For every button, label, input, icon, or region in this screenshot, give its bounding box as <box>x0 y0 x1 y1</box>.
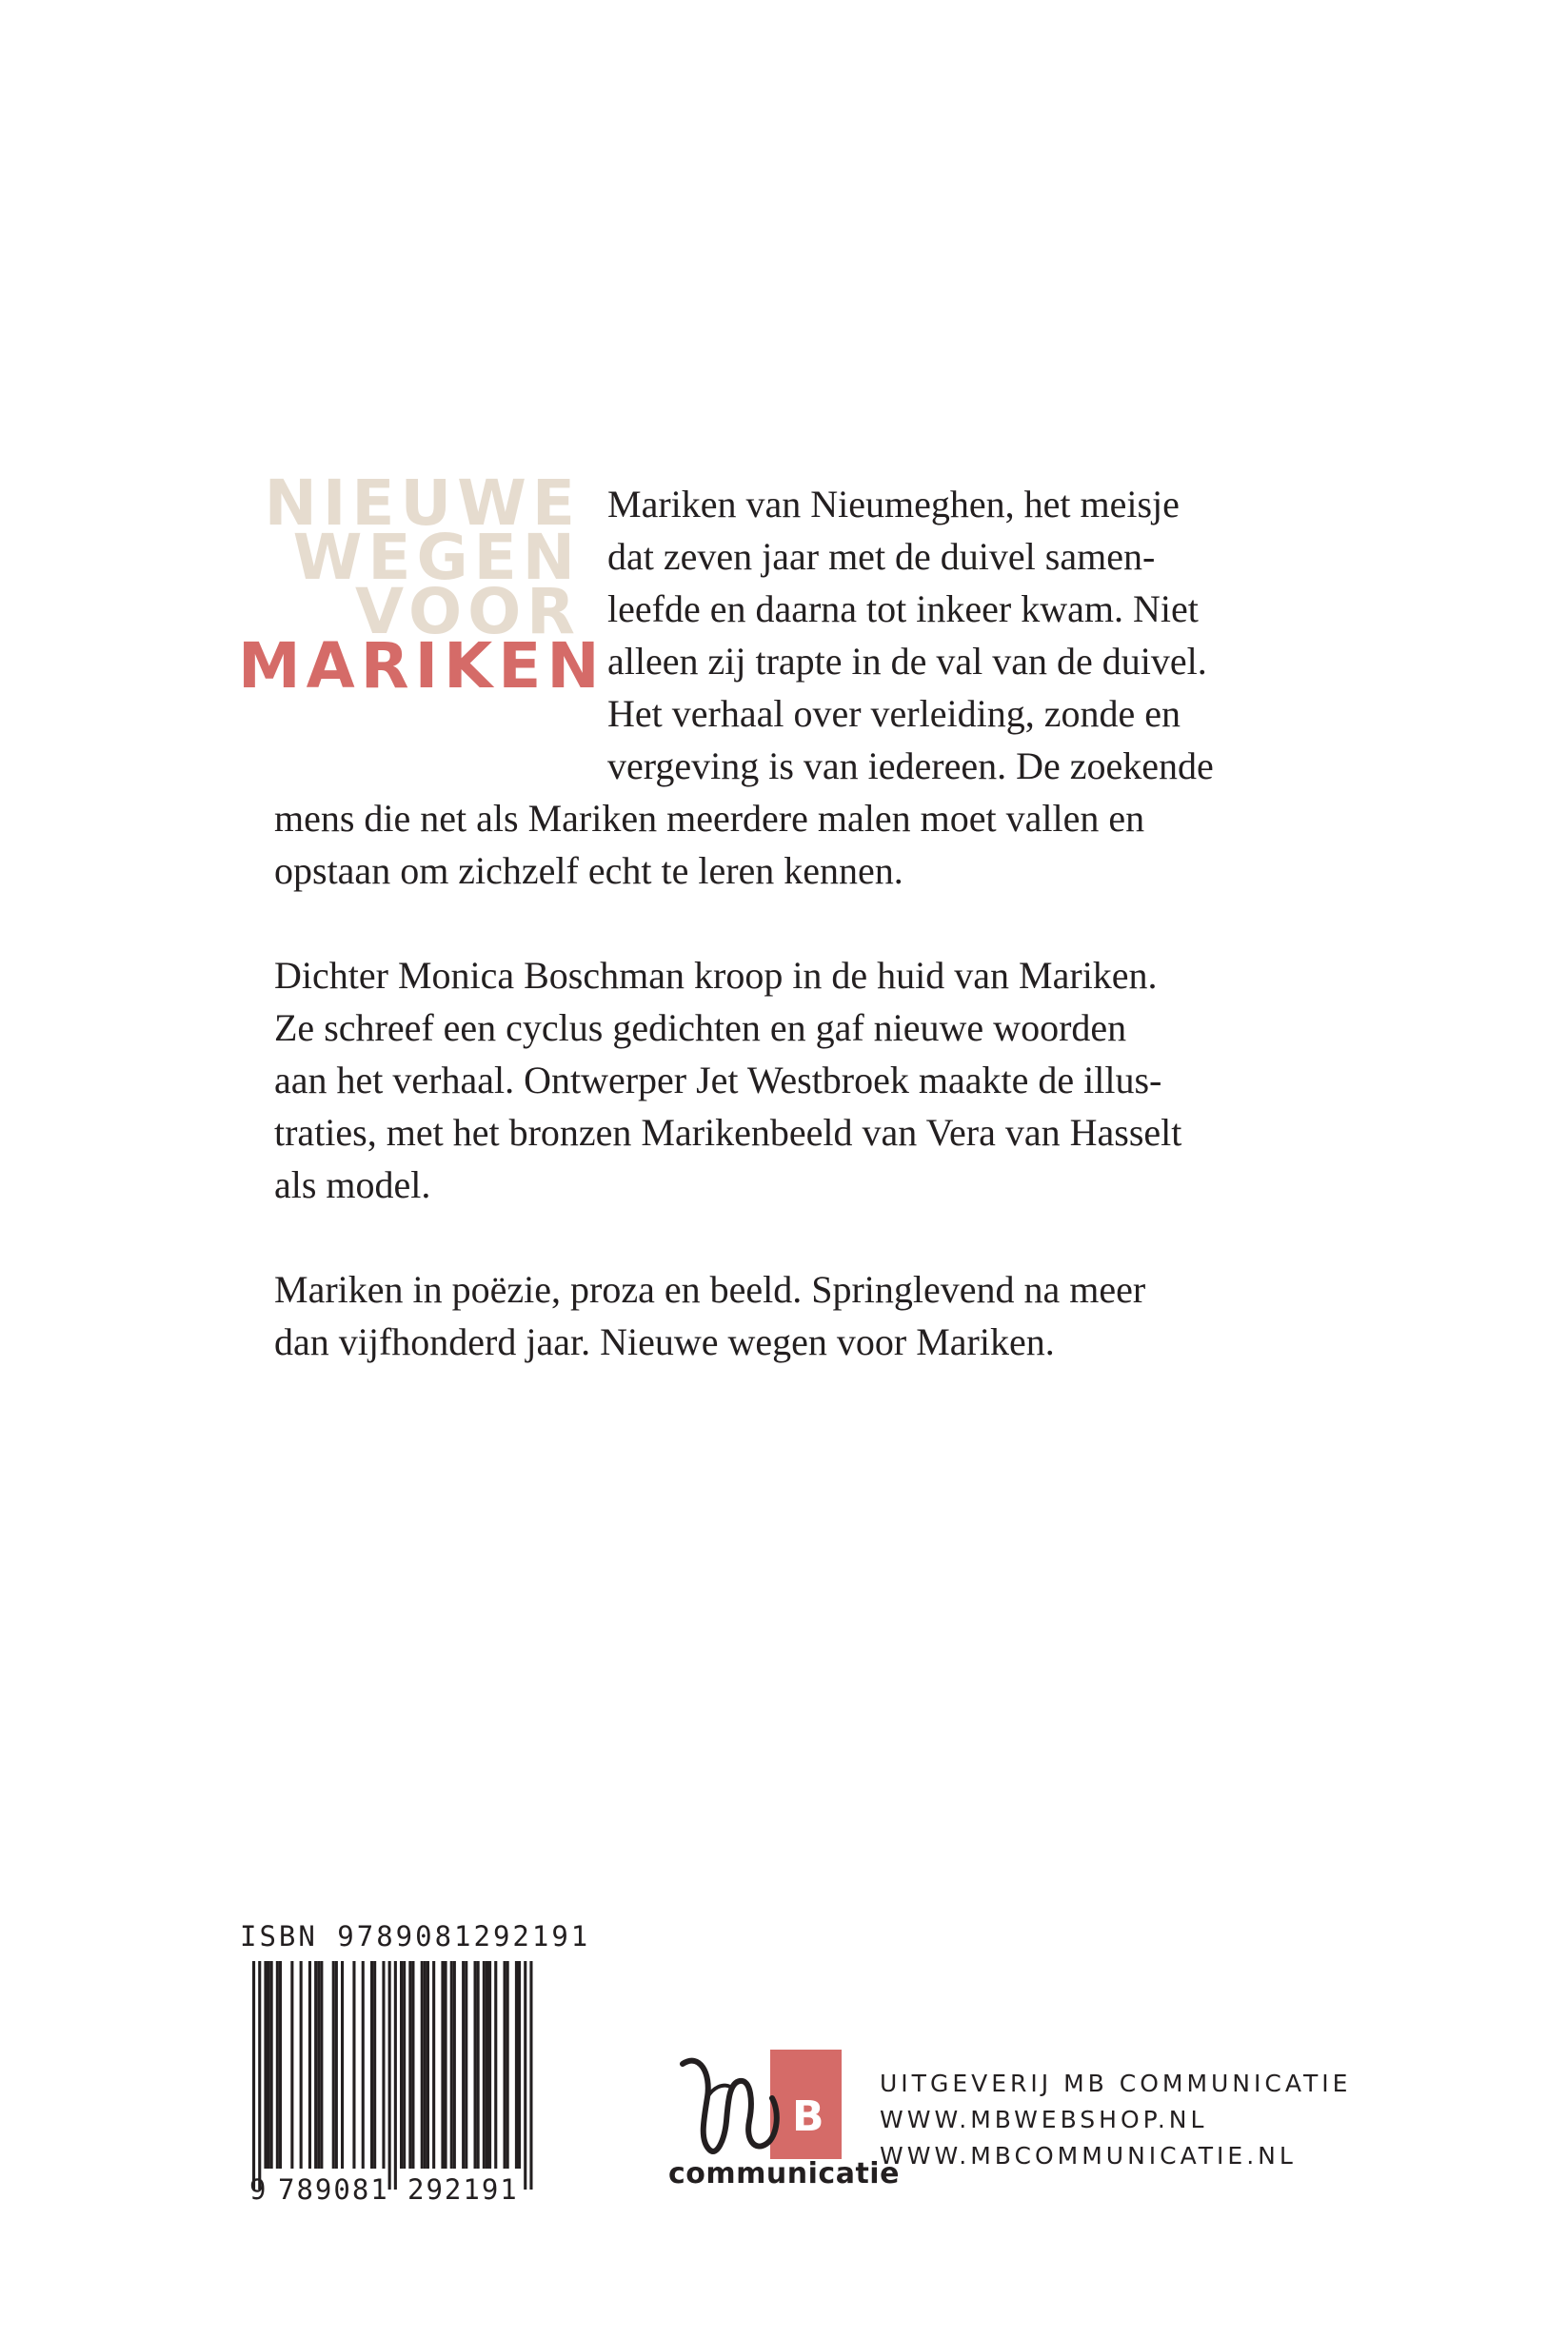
barcode-bar <box>408 1961 411 2169</box>
barcode-bar <box>264 1961 267 2169</box>
blurb-paragraph-2 <box>274 949 1181 1211</box>
barcode-bar <box>524 1961 526 2190</box>
blurb-line: Het verhaal over verleiding, zonde en <box>607 692 1181 735</box>
blurb-line: traties, met het bronzen Marikenbeeld van Vera van Hasselt <box>274 1111 1182 1154</box>
barcode-bar <box>462 1961 465 2169</box>
barcode-bar <box>483 1961 486 2169</box>
blurb-paragraph-3 <box>274 1263 1145 1368</box>
barcode-bar <box>300 1961 303 2169</box>
barcode-bar <box>335 1961 338 2169</box>
publisher-info <box>880 2066 1351 2174</box>
publisher-url-main: WWW.MBCOMMUNICATIE.NL <box>880 2142 1297 2170</box>
title-line-2: WEGEN <box>292 521 581 594</box>
isbn-label: ISBN 9789081292191 <box>240 1920 591 1952</box>
barcode-bar <box>411 1961 414 2169</box>
blurb-line: mens die net als Mariken meerdere malen moet vallen en <box>274 797 1145 840</box>
barcode-bar <box>486 1961 488 2169</box>
blurb-line: als model. <box>274 1163 431 1206</box>
barcode-digit-first: 9 <box>249 2173 268 2206</box>
blurb-line: aan het verhaal. Ontwerper Jet Westbroek maakte de illus- <box>274 1059 1162 1101</box>
barcode-bar <box>388 1961 391 2190</box>
barcode-bar <box>341 1961 344 2169</box>
barcode-bar <box>314 1961 317 2169</box>
barcode-bar <box>252 1961 255 2190</box>
barcode-bar <box>373 1961 376 2169</box>
logo-wordmark: communicatie <box>668 2157 900 2190</box>
barcode-bar <box>258 1961 261 2190</box>
title-line-1: NIEUWE <box>264 466 581 540</box>
publisher-url-webshop: WWW.MBWEBSHOP.NL <box>880 2106 1208 2133</box>
barcode-digits-right: 292191 <box>407 2173 519 2206</box>
barcode-bar <box>320 1961 323 2169</box>
blurb-line: Mariken van Nieumeghen, het meisje <box>607 483 1180 525</box>
barcode <box>252 1961 547 2190</box>
barcode-bar <box>308 1961 311 2169</box>
barcode-bar <box>518 1961 521 2169</box>
barcode-bar <box>529 1961 532 2190</box>
barcode-bar <box>488 1961 491 2169</box>
blurb-paragraph-1-top <box>607 478 1214 792</box>
blurb-line: opstaan om zichzelf echt te leren kennen. <box>274 849 903 892</box>
barcode-bar <box>370 1961 373 2169</box>
blurb-line: leefde en daarna tot inkeer kwam. Niet <box>607 587 1199 630</box>
barcode-bar <box>403 1961 406 2169</box>
barcode-bar <box>432 1961 435 2169</box>
blurb-line: Ze schreef een cyclus gedichten en gaf nieuwe woorden <box>274 1006 1127 1049</box>
barcode-bar <box>445 1961 447 2169</box>
barcode-bar <box>352 1961 355 2169</box>
barcode-bar <box>441 1961 444 2169</box>
barcode-bar <box>394 1961 397 2190</box>
barcode-bar <box>276 1961 279 2169</box>
barcode-bar <box>504 1961 506 2169</box>
title-line-4: MARIKEN <box>238 629 605 703</box>
barcode-bar <box>332 1961 335 2169</box>
barcode-bar <box>515 1961 518 2169</box>
barcode-bar <box>268 1961 270 2169</box>
barcode-bar <box>424 1961 427 2169</box>
barcode-bar <box>421 1961 424 2169</box>
blurb-line: Dichter Monica Boschman kroop in de huid van Mariken. <box>274 954 1158 997</box>
blurb-line: dan vijfhonderd jaar. Nieuwe wegen voor Mariken. <box>274 1320 1055 1363</box>
barcode-bar <box>382 1961 385 2169</box>
barcode-bar <box>362 1961 365 2169</box>
barcode-bar <box>450 1961 453 2169</box>
blurb-line: dat zeven jaar met de duivel samen- <box>607 535 1156 578</box>
barcode-bar <box>270 1961 273 2169</box>
barcode-bar <box>465 1961 467 2169</box>
book-title <box>238 466 605 703</box>
barcode-bar <box>317 1961 320 2169</box>
barcode-bar <box>494 1961 497 2169</box>
blurb-paragraph-1-bottom <box>274 792 1144 897</box>
barcode-bar <box>427 1961 429 2169</box>
blurb-line: Mariken in poëzie, proza en beeld. Springlevend na meer <box>274 1268 1146 1311</box>
logo-letter: B <box>792 2092 824 2141</box>
barcode-bar <box>506 1961 509 2169</box>
blurb-line: vergeving is van iedereen. De zoekende <box>607 744 1214 787</box>
barcode-bar <box>477 1961 480 2169</box>
barcode-bar <box>400 1961 403 2169</box>
barcode-bar <box>474 1961 477 2169</box>
barcode-bar <box>290 1961 293 2169</box>
publisher-name: UITGEVERIJ MB COMMUNICATIE <box>880 2070 1352 2097</box>
barcode-bar <box>453 1961 456 2169</box>
title-line-3: VOOR <box>355 575 581 648</box>
blurb-line: alleen zij trapte in de val van de duivel. <box>607 640 1207 683</box>
logo-script-icon <box>671 2045 795 2159</box>
barcode-bar <box>279 1961 282 2169</box>
barcode-digits-left: 789081 <box>278 2173 389 2206</box>
